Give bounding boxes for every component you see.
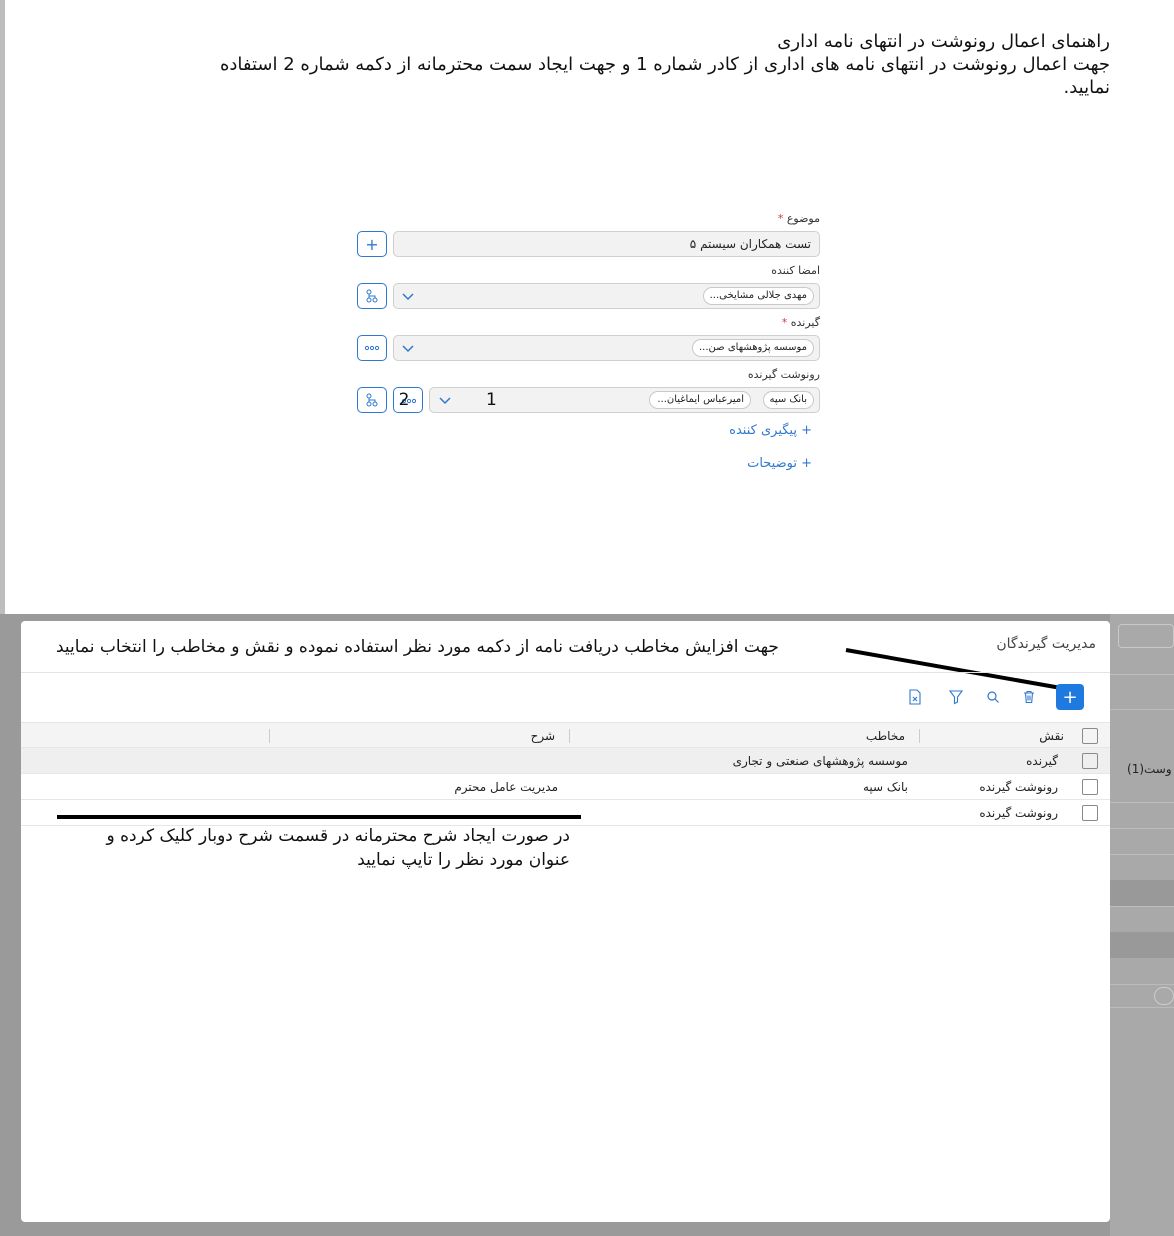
bg-line: [1110, 828, 1174, 829]
guide-text: [210, 30, 1110, 99]
follower-link[interactable]: + پیگیری کننده: [729, 423, 812, 438]
more-dots-icon: [364, 345, 380, 351]
bg-pill: [1154, 987, 1174, 1005]
bg-side-text: وست(1): [1127, 762, 1172, 776]
filter-button[interactable]: [942, 684, 970, 710]
search-button[interactable]: [979, 684, 1007, 710]
cell-contact[interactable]: بانک سپه: [863, 780, 908, 794]
cc-label: رونوشت گیرنده: [747, 368, 820, 381]
cc-chip-1: بانک سپه: [763, 391, 815, 409]
cell-role[interactable]: رونوشت گیرنده: [979, 780, 1058, 794]
recipient-select[interactable]: [393, 335, 820, 361]
page-edge: [0, 0, 5, 614]
signer-chip: مهدی جلالی مشایخی...: [703, 287, 814, 305]
filter-icon: [948, 689, 964, 705]
cc-chip-2: امیرعباس ایماغیان...: [649, 391, 751, 409]
subject-input[interactable]: [393, 231, 820, 257]
org-tree-icon: [365, 289, 379, 303]
col-role[interactable]: نقش: [1039, 729, 1064, 743]
excel-file-icon: [908, 689, 922, 705]
search-icon: [986, 690, 1000, 704]
row-select-icon[interactable]: [1082, 779, 1098, 795]
annotation-note: در صورت ایجاد شرح محترمانه در قسمت شرح دوبار کلیک کرده و عنوان مورد نظر را تایپ نمایید: [106, 826, 570, 870]
chevron-down-icon[interactable]: [396, 284, 420, 308]
table-row[interactable]: [21, 748, 1110, 774]
recipient-chip: موسسه پژوهشهای صن...: [692, 339, 814, 357]
bg-line: [1110, 802, 1174, 803]
bg-divider: [1110, 674, 1174, 675]
signer-select[interactable]: [393, 283, 820, 309]
notes-link[interactable]: + توضیحات: [747, 456, 812, 471]
cell-contact[interactable]: موسسه پژوهشهای صنعتی و تجاری: [732, 754, 908, 768]
header-divider: [21, 672, 1110, 673]
guide-body: جهت اعمال رونوشت در انتهای نامه های اداری از کادر شماره 1 و جهت ایجاد سمت محترمانه از دکمه شماره 2 استفاده نمایید.: [219, 54, 1110, 98]
background-select: [1118, 624, 1174, 648]
add-subject-button[interactable]: [357, 231, 387, 257]
table-row[interactable]: [21, 774, 1110, 800]
cc-more-button[interactable]: [393, 387, 423, 413]
chevron-down-icon[interactable]: [396, 336, 420, 360]
col-contact[interactable]: مخاطب: [865, 729, 905, 743]
bg-line: [1110, 906, 1174, 907]
background-page: [1110, 614, 1174, 1236]
table-row[interactable]: [21, 800, 1110, 826]
column-settings-icon[interactable]: [1082, 728, 1098, 744]
table-header: [21, 722, 1110, 748]
row-select-icon[interactable]: [1082, 753, 1098, 769]
marker-2: 2: [398, 390, 410, 410]
row-select-icon[interactable]: [1082, 805, 1098, 821]
add-row-button[interactable]: +: [1056, 684, 1084, 710]
col-sep: [569, 729, 570, 743]
plus-icon: +: [365, 234, 379, 254]
cell-desc[interactable]: مدیریت عامل محترم: [454, 780, 558, 794]
recipient-label: گیرنده *: [781, 316, 820, 329]
dialog-note: جهت افزایش مخاطب دریافت نامه از دکمه مورد نظر استفاده نموده و نقش و مخاطب را انتخاب نمایید: [56, 637, 779, 657]
guide-title: راهنمای اعمال رونوشت در انتهای نامه اداری: [777, 31, 1110, 52]
cc-tree-button[interactable]: [357, 387, 387, 413]
cell-role[interactable]: رونوشت گیرنده: [979, 806, 1058, 820]
bg-line: [1110, 854, 1174, 855]
signer-tree-button[interactable]: [357, 283, 387, 309]
org-tree-icon: [365, 393, 379, 407]
export-excel-button[interactable]: [901, 684, 929, 710]
subject-label: موضوع *: [777, 212, 820, 225]
annotation-underline: [57, 815, 581, 819]
dialog-title: مدیریت گیرندگان: [996, 636, 1096, 652]
delete-button[interactable]: [1015, 684, 1043, 710]
marker-1: 1: [486, 390, 497, 410]
col-sep: [269, 729, 270, 743]
bg-row: [1110, 932, 1174, 958]
col-desc[interactable]: شرح: [530, 729, 555, 743]
recipients-dialog: [21, 621, 1110, 1222]
bg-row: [1110, 880, 1174, 906]
cell-role[interactable]: گیرنده: [1026, 754, 1058, 768]
cc-select[interactable]: [429, 387, 820, 413]
subject-value: تست همکاران سیستم ۵: [689, 237, 811, 251]
col-sep: [919, 729, 920, 743]
trash-icon: [1022, 690, 1036, 704]
recipient-more-button[interactable]: [357, 335, 387, 361]
chevron-down-icon[interactable]: [433, 388, 457, 412]
signer-label: امضا کننده: [771, 264, 820, 277]
